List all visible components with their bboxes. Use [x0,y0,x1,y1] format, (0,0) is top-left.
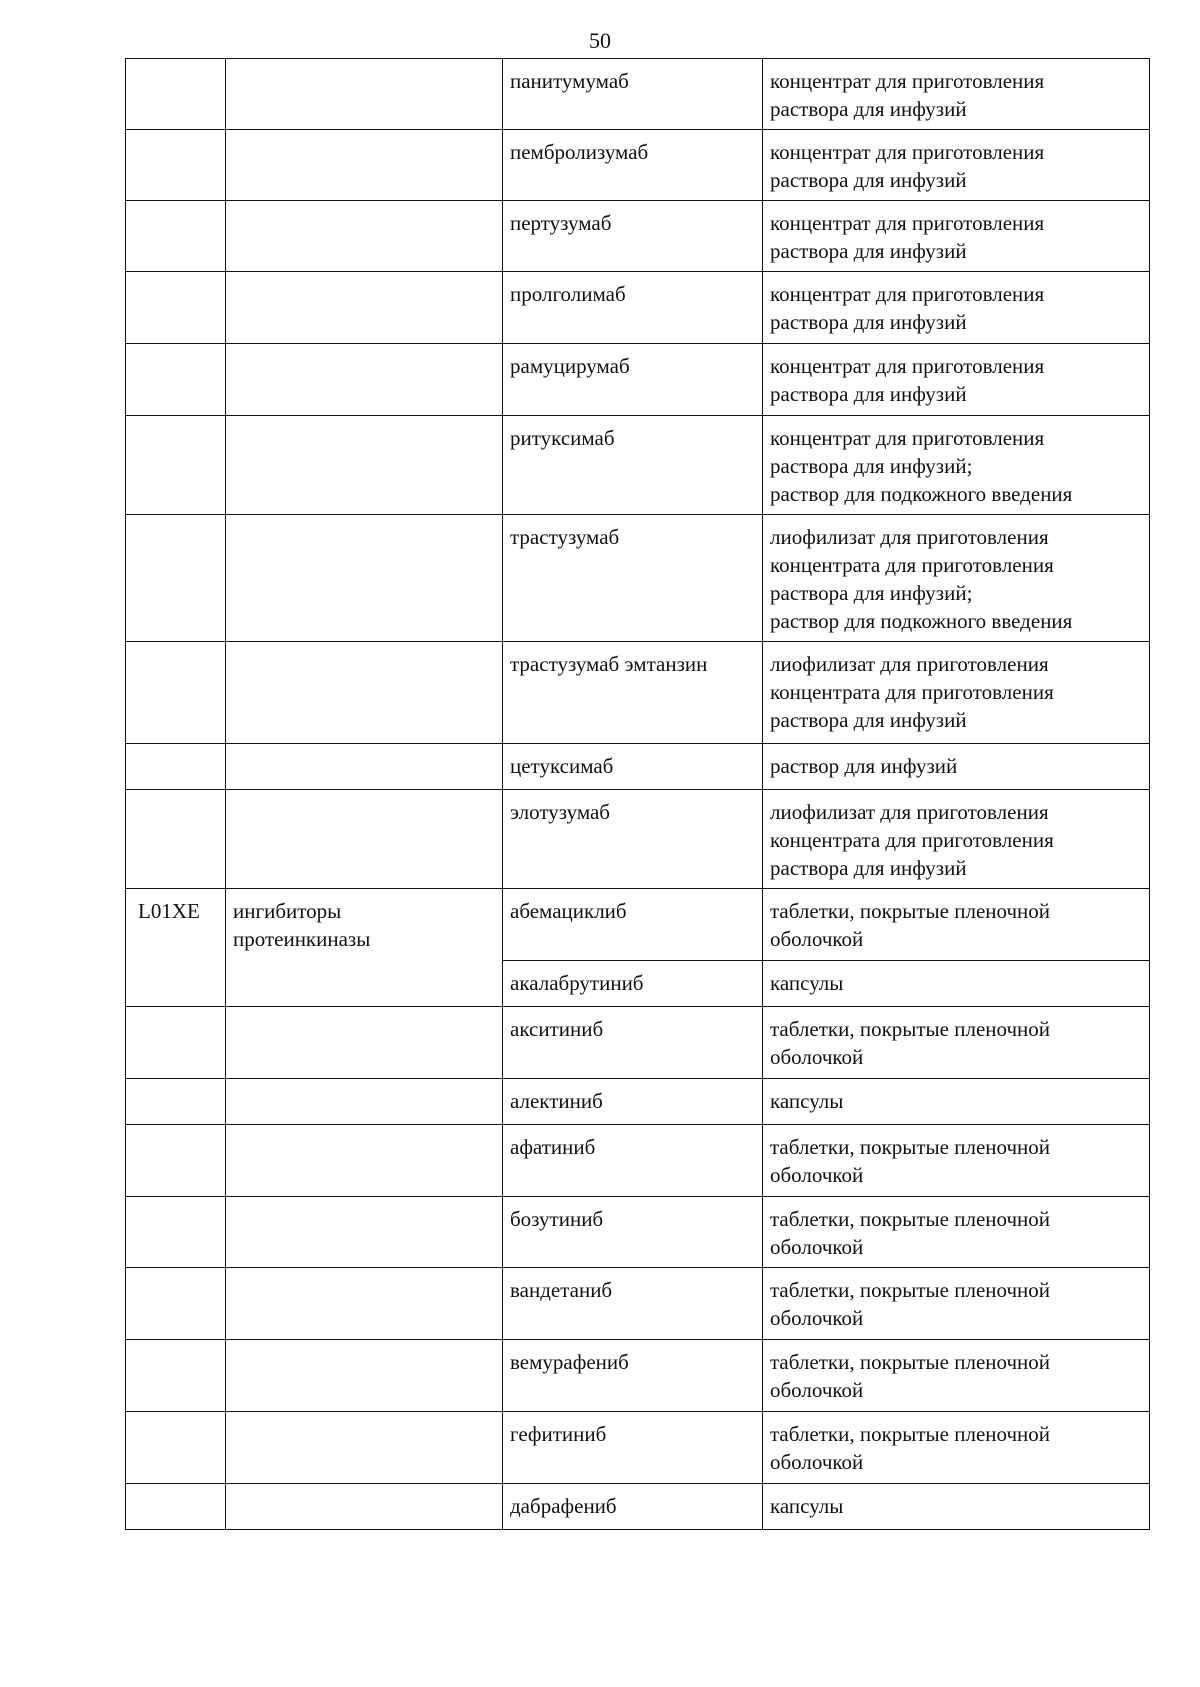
dosage-form-line: раствора для инфузий [770,708,967,732]
drug-name-cell: алектиниб [503,1079,763,1125]
atc-code-cell [126,130,226,201]
dosage-form-cell [763,1197,1150,1268]
dosage-form-cell [763,272,1150,344]
drug-name-cell: акситиниб [503,1007,763,1079]
dosage-form-line: концентрат для приготовления [770,282,1045,306]
dosage-form-line: концентрат для приготовления [770,354,1045,378]
dosage-form-line: раствора для инфузий [770,97,967,121]
dosage-form-line: капсулы [770,971,844,995]
dosage-form-line: концентрата для приготовления [770,680,1054,704]
dosage-form-line: раствор для подкожного введения [770,609,1073,633]
dosage-form-cell [763,1268,1150,1340]
atc-code-cell [126,1007,226,1079]
dosage-form-line: раствора для инфузий [770,310,967,334]
atc-code-cell: L01XE [126,889,226,1007]
dosage-form-line: концентрата для приготовления [770,553,1054,577]
drug-name-cell: абемациклиб [503,889,763,961]
atc-code-cell [126,272,226,344]
drug-name-cell: трастузумаб [503,515,763,642]
drug-name-cell: элотузумаб [503,790,763,889]
dosage-form-line: таблетки, покрытые пленочной [770,1422,1051,1446]
dosage-form-line: таблетки, покрытые пленочной [770,1135,1051,1159]
group-name-cell [226,1484,503,1530]
dosage-form-cell [763,1125,1150,1197]
dosage-form-line: таблетки, покрытые пленочной [770,1017,1051,1041]
drug-name-cell: пембролизумаб [503,130,763,201]
table-row [126,790,1150,889]
group-name-cell [226,515,503,642]
atc-code-cell [126,1197,226,1268]
atc-code-cell [126,201,226,272]
group-name-cell [226,272,503,344]
group-name-cell [226,201,503,272]
drug-name-cell: акалабрутиниб [503,961,763,1007]
drug-name-cell: трастузумаб эмтанзин [503,642,763,744]
atc-code-cell [126,515,226,642]
dosage-form-line: оболочкой [770,1450,864,1474]
table-row [126,201,1150,272]
atc-code-cell [126,1079,226,1125]
dosage-form-line: раствор для инфузий [770,754,958,778]
dosage-form-cell [763,130,1150,201]
page-number: 50 [589,28,611,53]
dosage-form-line: концентрата для приготовления [770,828,1054,852]
dosage-form-line: оболочкой [770,1378,864,1402]
drug-name-cell: пертузумаб [503,201,763,272]
dosage-form-line: концентрат для приготовления [770,211,1045,235]
dosage-form-line: раствора для инфузий; [770,581,973,605]
table-row [126,1268,1150,1340]
drug-table [125,58,1150,1530]
dosage-form-cell [763,642,1150,744]
dosage-form-line: капсулы [770,1494,844,1518]
dosage-form-line: концентрат для приготовления [770,426,1045,450]
dosage-form-line: оболочкой [770,1306,864,1330]
dosage-form-cell [763,1007,1150,1079]
group-name-cell [226,416,503,515]
group-name-cell [226,1197,503,1268]
dosage-form-line: таблетки, покрытые пленочной [770,1350,1051,1374]
group-name-cell [226,1412,503,1484]
dosage-form-cell [763,1484,1150,1530]
table-row [126,1125,1150,1197]
drug-name-cell: рамуцирумаб [503,344,763,416]
dosage-form-line: раствор для подкожного введения [770,482,1073,506]
dosage-form-cell [763,1079,1150,1125]
dosage-form-line: раствора для инфузий; [770,454,973,478]
atc-code-cell [126,1268,226,1340]
table-row [126,515,1150,642]
group-name-cell [226,344,503,416]
dosage-form-cell [763,889,1150,961]
group-name-cell [226,889,503,1007]
dosage-form-line: раствора для инфузий [770,239,967,263]
dosage-form-cell [763,744,1150,790]
atc-code-cell [126,790,226,889]
dosage-form-line: оболочкой [770,927,864,951]
atc-code-cell [126,344,226,416]
dosage-form-line: лиофилизат для приготовления [770,800,1049,824]
dosage-form-cell [763,515,1150,642]
dosage-form-line: концентрат для приготовления [770,69,1045,93]
atc-code-cell [126,1340,226,1412]
atc-code-cell [126,744,226,790]
table-row [126,1007,1150,1079]
table-row [126,1484,1150,1530]
drug-name-cell: вандетаниб [503,1268,763,1340]
atc-code-cell [126,59,226,130]
dosage-form-line: раствора для инфузий [770,382,967,406]
atc-code-cell [126,642,226,744]
group-name-cell [226,1079,503,1125]
dosage-form-line: оболочкой [770,1045,864,1069]
group-name-cell [226,1125,503,1197]
dosage-form-line: оболочкой [770,1163,864,1187]
table-row [126,1079,1150,1125]
dosage-form-cell [763,416,1150,515]
table-row [126,272,1150,344]
drug-name-cell: дабрафениб [503,1484,763,1530]
dosage-form-cell [763,201,1150,272]
dosage-form-cell [763,790,1150,889]
dosage-form-line: таблетки, покрытые пленочной [770,899,1051,923]
dosage-form-line: оболочкой [770,1235,864,1259]
table-row [126,1412,1150,1484]
drug-name-cell: вемурафениб [503,1340,763,1412]
table-row [126,1340,1150,1412]
dosage-form-line: раствора для инфузий [770,856,967,880]
group-name-line: ингибиторы [233,899,342,923]
group-name-cell [226,1268,503,1340]
drug-name-cell: афатиниб [503,1125,763,1197]
drug-name-cell: гефитиниб [503,1412,763,1484]
drug-name-cell: бозутиниб [503,1197,763,1268]
table-row [126,416,1150,515]
dosage-form-cell [763,344,1150,416]
table-row [126,59,1150,130]
dosage-form-line: лиофилизат для приготовления [770,652,1049,676]
dosage-form-line: лиофилизат для приготовления [770,525,1049,549]
group-name-cell [226,1340,503,1412]
dosage-form-line: таблетки, покрытые пленочной [770,1207,1051,1231]
table-row [126,1197,1150,1268]
dosage-form-line: раствора для инфузий [770,168,967,192]
group-name-cell [226,130,503,201]
dosage-form-line: таблетки, покрытые пленочной [770,1278,1051,1302]
dosage-form-line: концентрат для приготовления [770,140,1045,164]
atc-code-cell [126,1412,226,1484]
drug-table-body [126,59,1150,1530]
drug-name-cell: панитумумаб [503,59,763,130]
dosage-form-cell [763,1412,1150,1484]
table-row [126,642,1150,744]
drug-name-cell: ритуксимаб [503,416,763,515]
dosage-form-cell [763,961,1150,1007]
table-row [126,889,1150,961]
drug-name-cell: пролголимаб [503,272,763,344]
dosage-form-line: капсулы [770,1089,844,1113]
group-name-line: протеинкиназы [233,927,371,951]
group-name-cell [226,59,503,130]
drug-name-cell: цетуксимаб [503,744,763,790]
table-row [126,344,1150,416]
atc-code-cell [126,416,226,515]
atc-code-cell [126,1484,226,1530]
table-row [126,744,1150,790]
group-name-cell [226,642,503,744]
table-row [126,130,1150,201]
group-name-cell [226,790,503,889]
group-name-cell [226,744,503,790]
group-name-cell [226,1007,503,1079]
atc-code-cell [126,1125,226,1197]
dosage-form-cell [763,59,1150,130]
dosage-form-cell [763,1340,1150,1412]
